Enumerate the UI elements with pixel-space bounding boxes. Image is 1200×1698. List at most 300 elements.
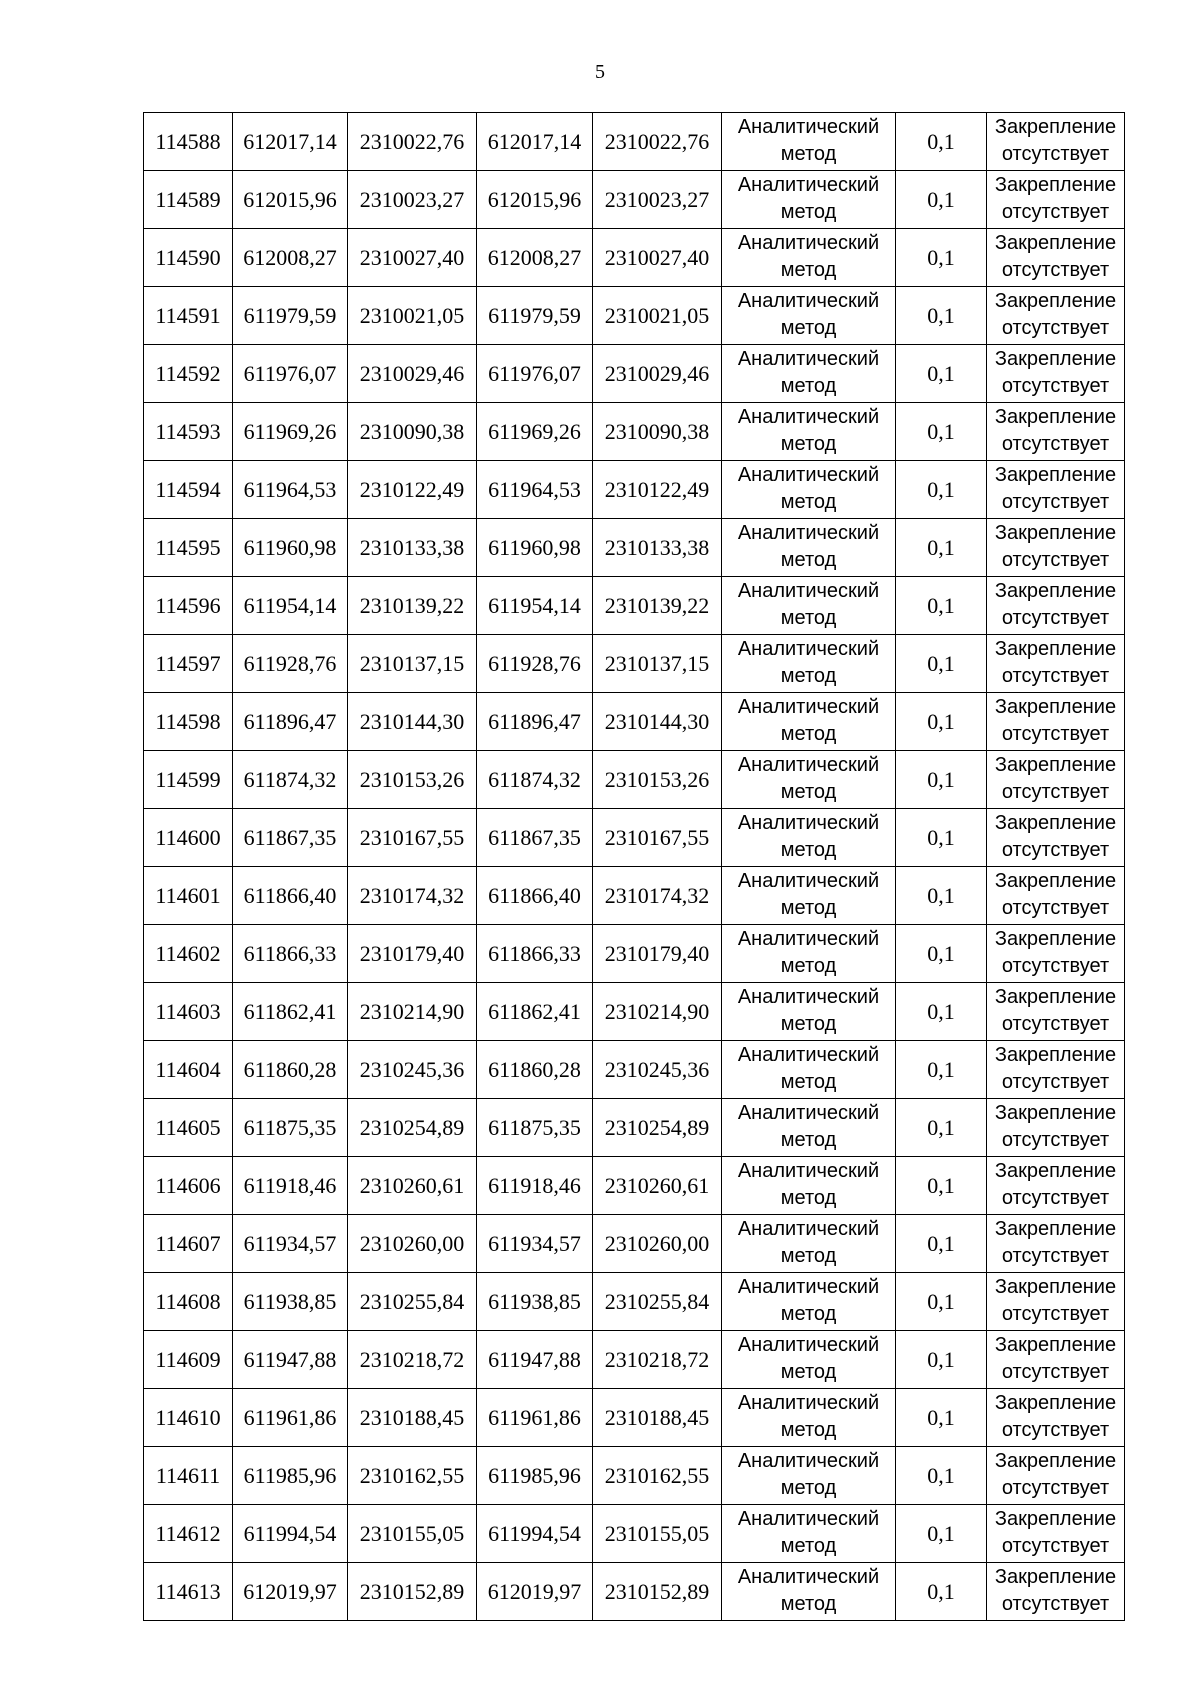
y-coordinate-cell: 2310179,40 xyxy=(593,925,722,983)
fixing-text: Закрепление xyxy=(994,232,1117,254)
fixing-text: отсутствует xyxy=(1001,839,1110,861)
x-coordinate-cell: 611954,14 xyxy=(477,577,593,635)
method-text: Аналитический xyxy=(737,1508,880,1530)
y-coordinate-cell: 2310214,90 xyxy=(348,983,477,1041)
method-cell xyxy=(722,1505,896,1563)
method-cell xyxy=(722,867,896,925)
fixing-text: отсутствует xyxy=(1001,143,1110,165)
method-text: метод xyxy=(780,1477,837,1499)
table-body xyxy=(144,113,1125,1621)
table-row xyxy=(144,345,1125,403)
method-cell xyxy=(722,693,896,751)
table-row xyxy=(144,171,1125,229)
x-coordinate-cell: 611938,85 xyxy=(233,1273,348,1331)
fixing-text: Закрепление xyxy=(994,1566,1117,1588)
fixing-cell xyxy=(987,1215,1125,1273)
accuracy-cell: 0,1 xyxy=(896,345,987,403)
y-coordinate-cell: 2310022,76 xyxy=(348,113,477,171)
y-coordinate-cell: 2310255,84 xyxy=(593,1273,722,1331)
y-coordinate-cell: 2310260,61 xyxy=(348,1157,477,1215)
fixing-text: Закрепление xyxy=(994,522,1117,544)
y-coordinate-cell: 2310188,45 xyxy=(593,1389,722,1447)
y-coordinate-cell: 2310260,00 xyxy=(593,1215,722,1273)
fixing-cell xyxy=(987,171,1125,229)
x-coordinate-cell: 611938,85 xyxy=(477,1273,593,1331)
point-number-cell: 114606 xyxy=(144,1157,233,1215)
fixing-text: Закрепление xyxy=(994,1392,1117,1414)
method-text: метод xyxy=(780,1361,837,1383)
y-coordinate-cell: 2310022,76 xyxy=(593,113,722,171)
fixing-text: отсутствует xyxy=(1001,781,1110,803)
accuracy-cell: 0,1 xyxy=(896,519,987,577)
y-coordinate-cell: 2310021,05 xyxy=(348,287,477,345)
x-coordinate-cell: 611918,46 xyxy=(477,1157,593,1215)
method-text: Аналитический xyxy=(737,290,880,312)
table-row xyxy=(144,519,1125,577)
point-number-cell: 114608 xyxy=(144,1273,233,1331)
x-coordinate-cell: 611860,28 xyxy=(477,1041,593,1099)
fixing-text: Закрепление xyxy=(994,696,1117,718)
method-text: Аналитический xyxy=(737,1450,880,1472)
fixing-text: отсутствует xyxy=(1001,549,1110,571)
fixing-text: Закрепление xyxy=(994,928,1117,950)
accuracy-cell: 0,1 xyxy=(896,693,987,751)
x-coordinate-cell: 611874,32 xyxy=(233,751,348,809)
method-text: метод xyxy=(780,1187,837,1209)
table-row xyxy=(144,1389,1125,1447)
fixing-text: отсутствует xyxy=(1001,1071,1110,1093)
y-coordinate-cell: 2310027,40 xyxy=(348,229,477,287)
y-coordinate-cell: 2310260,00 xyxy=(348,1215,477,1273)
y-coordinate-cell: 2310152,89 xyxy=(593,1563,722,1621)
method-text: метод xyxy=(780,723,837,745)
table-row xyxy=(144,983,1125,1041)
table-row xyxy=(144,403,1125,461)
accuracy-cell: 0,1 xyxy=(896,983,987,1041)
x-coordinate-cell: 611867,35 xyxy=(477,809,593,867)
fixing-text: Закрепление xyxy=(994,1334,1117,1356)
fixing-text: отсутствует xyxy=(1001,955,1110,977)
x-coordinate-cell: 611960,98 xyxy=(233,519,348,577)
x-coordinate-cell: 611866,40 xyxy=(233,867,348,925)
x-coordinate-cell: 612017,14 xyxy=(233,113,348,171)
accuracy-cell: 0,1 xyxy=(896,1389,987,1447)
x-coordinate-cell: 612015,96 xyxy=(477,171,593,229)
fixing-text: отсутствует xyxy=(1001,433,1110,455)
method-text: Аналитический xyxy=(737,1566,880,1588)
method-cell xyxy=(722,1331,896,1389)
fixing-text: отсутствует xyxy=(1001,1245,1110,1267)
fixing-cell xyxy=(987,403,1125,461)
fixing-text: отсутствует xyxy=(1001,317,1110,339)
method-text: Аналитический xyxy=(737,1102,880,1124)
x-coordinate-cell: 611961,86 xyxy=(233,1389,348,1447)
y-coordinate-cell: 2310260,61 xyxy=(593,1157,722,1215)
point-number-cell: 114594 xyxy=(144,461,233,519)
table-row xyxy=(144,1157,1125,1215)
fixing-text: Закрепление xyxy=(994,1160,1117,1182)
table-row xyxy=(144,1563,1125,1621)
method-cell xyxy=(722,229,896,287)
accuracy-cell: 0,1 xyxy=(896,809,987,867)
fixing-text: Закрепление xyxy=(994,754,1117,776)
y-coordinate-cell: 2310090,38 xyxy=(348,403,477,461)
accuracy-cell: 0,1 xyxy=(896,287,987,345)
method-text: Аналитический xyxy=(737,638,880,660)
accuracy-cell: 0,1 xyxy=(896,1331,987,1389)
point-number-cell: 114595 xyxy=(144,519,233,577)
table-row xyxy=(144,287,1125,345)
page-number: 5 xyxy=(595,61,605,83)
method-cell xyxy=(722,1041,896,1099)
x-coordinate-cell: 611874,32 xyxy=(477,751,593,809)
x-coordinate-cell: 611994,54 xyxy=(233,1505,348,1563)
x-coordinate-cell: 611985,96 xyxy=(233,1447,348,1505)
method-cell xyxy=(722,1215,896,1273)
fixing-text: отсутствует xyxy=(1001,1303,1110,1325)
method-text: Аналитический xyxy=(737,464,880,486)
accuracy-cell: 0,1 xyxy=(896,1273,987,1331)
fixing-cell xyxy=(987,1447,1125,1505)
point-number-cell: 114613 xyxy=(144,1563,233,1621)
point-number-cell: 114596 xyxy=(144,577,233,635)
point-number-cell: 114603 xyxy=(144,983,233,1041)
fixing-text: отсутствует xyxy=(1001,491,1110,513)
accuracy-cell: 0,1 xyxy=(896,1041,987,1099)
method-cell xyxy=(722,345,896,403)
fixing-cell xyxy=(987,1041,1125,1099)
x-coordinate-cell: 611875,35 xyxy=(477,1099,593,1157)
method-text: метод xyxy=(780,897,837,919)
fixing-text: отсутствует xyxy=(1001,375,1110,397)
y-coordinate-cell: 2310254,89 xyxy=(348,1099,477,1157)
method-cell xyxy=(722,577,896,635)
x-coordinate-cell: 611934,57 xyxy=(233,1215,348,1273)
table-row xyxy=(144,809,1125,867)
method-cell xyxy=(722,1563,896,1621)
y-coordinate-cell: 2310027,40 xyxy=(593,229,722,287)
fixing-text: отсутствует xyxy=(1001,897,1110,919)
method-text: метод xyxy=(780,1535,837,1557)
x-coordinate-cell: 611976,07 xyxy=(477,345,593,403)
method-text: Аналитический xyxy=(737,1218,880,1240)
y-coordinate-cell: 2310218,72 xyxy=(348,1331,477,1389)
y-coordinate-cell: 2310023,27 xyxy=(348,171,477,229)
method-cell xyxy=(722,403,896,461)
y-coordinate-cell: 2310153,26 xyxy=(593,751,722,809)
fixing-text: Закрепление xyxy=(994,464,1117,486)
x-coordinate-cell: 611976,07 xyxy=(233,345,348,403)
fixing-text: Закрепление xyxy=(994,406,1117,428)
y-coordinate-cell: 2310122,49 xyxy=(593,461,722,519)
point-number-cell: 114589 xyxy=(144,171,233,229)
method-text: Аналитический xyxy=(737,232,880,254)
method-text: метод xyxy=(780,1071,837,1093)
x-coordinate-cell: 611862,41 xyxy=(477,983,593,1041)
y-coordinate-cell: 2310133,38 xyxy=(348,519,477,577)
y-coordinate-cell: 2310139,22 xyxy=(593,577,722,635)
method-cell xyxy=(722,1447,896,1505)
method-cell xyxy=(722,983,896,1041)
x-coordinate-cell: 611928,76 xyxy=(477,635,593,693)
y-coordinate-cell: 2310245,36 xyxy=(593,1041,722,1099)
fixing-text: Закрепление xyxy=(994,638,1117,660)
accuracy-cell: 0,1 xyxy=(896,925,987,983)
y-coordinate-cell: 2310188,45 xyxy=(348,1389,477,1447)
method-text: Аналитический xyxy=(737,1334,880,1356)
y-coordinate-cell: 2310090,38 xyxy=(593,403,722,461)
y-coordinate-cell: 2310174,32 xyxy=(348,867,477,925)
method-cell xyxy=(722,1389,896,1447)
method-cell xyxy=(722,287,896,345)
method-text: метод xyxy=(780,1593,837,1615)
accuracy-cell: 0,1 xyxy=(896,1215,987,1273)
fixing-cell xyxy=(987,983,1125,1041)
fixing-cell xyxy=(987,1563,1125,1621)
x-coordinate-cell: 612019,97 xyxy=(233,1563,348,1621)
table-row xyxy=(144,1447,1125,1505)
coordinates-table xyxy=(143,112,1125,1621)
y-coordinate-cell: 2310167,55 xyxy=(593,809,722,867)
method-cell xyxy=(722,461,896,519)
method-text: Аналитический xyxy=(737,696,880,718)
method-text: метод xyxy=(780,839,837,861)
method-cell xyxy=(722,809,896,867)
point-number-cell: 114604 xyxy=(144,1041,233,1099)
y-coordinate-cell: 2310162,55 xyxy=(348,1447,477,1505)
y-coordinate-cell: 2310023,27 xyxy=(593,171,722,229)
point-number-cell: 114609 xyxy=(144,1331,233,1389)
fixing-text: отсутствует xyxy=(1001,1187,1110,1209)
table-row xyxy=(144,577,1125,635)
table-row xyxy=(144,867,1125,925)
fixing-text: Закрепление xyxy=(994,1044,1117,1066)
method-text: метод xyxy=(780,433,837,455)
point-number-cell: 114597 xyxy=(144,635,233,693)
accuracy-cell: 0,1 xyxy=(896,403,987,461)
fixing-cell xyxy=(987,113,1125,171)
fixing-cell xyxy=(987,1331,1125,1389)
fixing-cell xyxy=(987,229,1125,287)
accuracy-cell: 0,1 xyxy=(896,1563,987,1621)
fixing-text: Закрепление xyxy=(994,290,1117,312)
table-row xyxy=(144,461,1125,519)
fixing-text: отсутствует xyxy=(1001,1593,1110,1615)
table-row xyxy=(144,693,1125,751)
x-coordinate-cell: 611954,14 xyxy=(233,577,348,635)
fixing-cell xyxy=(987,1099,1125,1157)
x-coordinate-cell: 611985,96 xyxy=(477,1447,593,1505)
y-coordinate-cell: 2310133,38 xyxy=(593,519,722,577)
method-text: метод xyxy=(780,259,837,281)
fixing-cell xyxy=(987,635,1125,693)
method-text: Аналитический xyxy=(737,116,880,138)
method-text: метод xyxy=(780,491,837,513)
method-text: Аналитический xyxy=(737,928,880,950)
point-number-cell: 114599 xyxy=(144,751,233,809)
table-row xyxy=(144,635,1125,693)
x-coordinate-cell: 611934,57 xyxy=(477,1215,593,1273)
x-coordinate-cell: 612019,97 xyxy=(477,1563,593,1621)
method-text: метод xyxy=(780,1013,837,1035)
fixing-text: Закрепление xyxy=(994,986,1117,1008)
x-coordinate-cell: 611928,76 xyxy=(233,635,348,693)
x-coordinate-cell: 611964,53 xyxy=(477,461,593,519)
point-number-cell: 114602 xyxy=(144,925,233,983)
x-coordinate-cell: 611918,46 xyxy=(233,1157,348,1215)
y-coordinate-cell: 2310167,55 xyxy=(348,809,477,867)
method-cell xyxy=(722,751,896,809)
point-number-cell: 114593 xyxy=(144,403,233,461)
fixing-text: Закрепление xyxy=(994,580,1117,602)
table-row xyxy=(144,925,1125,983)
x-coordinate-cell: 611979,59 xyxy=(477,287,593,345)
x-coordinate-cell: 611896,47 xyxy=(233,693,348,751)
accuracy-cell: 0,1 xyxy=(896,577,987,635)
fixing-text: Закрепление xyxy=(994,1102,1117,1124)
x-coordinate-cell: 611960,98 xyxy=(477,519,593,577)
y-coordinate-cell: 2310029,46 xyxy=(593,345,722,403)
fixing-text: отсутствует xyxy=(1001,1129,1110,1151)
method-text: метод xyxy=(780,665,837,687)
accuracy-cell: 0,1 xyxy=(896,635,987,693)
fixing-text: отсутствует xyxy=(1001,723,1110,745)
method-text: метод xyxy=(780,781,837,803)
x-coordinate-cell: 611896,47 xyxy=(477,693,593,751)
method-text: Аналитический xyxy=(737,812,880,834)
x-coordinate-cell: 611860,28 xyxy=(233,1041,348,1099)
x-coordinate-cell: 612017,14 xyxy=(477,113,593,171)
accuracy-cell: 0,1 xyxy=(896,229,987,287)
method-text: метод xyxy=(780,1245,837,1267)
fixing-cell xyxy=(987,1389,1125,1447)
table-row xyxy=(144,1215,1125,1273)
method-cell xyxy=(722,171,896,229)
fixing-cell xyxy=(987,925,1125,983)
y-coordinate-cell: 2310155,05 xyxy=(348,1505,477,1563)
x-coordinate-cell: 611994,54 xyxy=(477,1505,593,1563)
fixing-text: Закрепление xyxy=(994,812,1117,834)
fixing-text: Закрепление xyxy=(994,1450,1117,1472)
method-text: Аналитический xyxy=(737,754,880,776)
fixing-text: Закрепление xyxy=(994,348,1117,370)
y-coordinate-cell: 2310179,40 xyxy=(348,925,477,983)
method-text: Аналитический xyxy=(737,1044,880,1066)
fixing-text: Закрепление xyxy=(994,1218,1117,1240)
method-text: Аналитический xyxy=(737,1276,880,1298)
x-coordinate-cell: 611875,35 xyxy=(233,1099,348,1157)
method-text: Аналитический xyxy=(737,870,880,892)
x-coordinate-cell: 611969,26 xyxy=(477,403,593,461)
method-cell xyxy=(722,635,896,693)
table-row xyxy=(144,1099,1125,1157)
fixing-text: отсутствует xyxy=(1001,1535,1110,1557)
y-coordinate-cell: 2310139,22 xyxy=(348,577,477,635)
method-cell xyxy=(722,1273,896,1331)
table-row xyxy=(144,1273,1125,1331)
method-text: метод xyxy=(780,201,837,223)
method-text: метод xyxy=(780,549,837,571)
fixing-text: отсутствует xyxy=(1001,259,1110,281)
method-cell xyxy=(722,1157,896,1215)
table-row xyxy=(144,1331,1125,1389)
fixing-text: Закрепление xyxy=(994,116,1117,138)
y-coordinate-cell: 2310214,90 xyxy=(593,983,722,1041)
x-coordinate-cell: 611964,53 xyxy=(233,461,348,519)
method-cell xyxy=(722,1099,896,1157)
fixing-text: Закрепление xyxy=(994,1276,1117,1298)
method-text: метод xyxy=(780,317,837,339)
point-number-cell: 114611 xyxy=(144,1447,233,1505)
table-row xyxy=(144,229,1125,287)
method-text: Аналитический xyxy=(737,174,880,196)
fixing-cell xyxy=(987,693,1125,751)
y-coordinate-cell: 2310245,36 xyxy=(348,1041,477,1099)
accuracy-cell: 0,1 xyxy=(896,171,987,229)
point-number-cell: 114590 xyxy=(144,229,233,287)
method-text: Аналитический xyxy=(737,1392,880,1414)
method-text: Аналитический xyxy=(737,580,880,602)
fixing-cell xyxy=(987,519,1125,577)
point-number-cell: 114612 xyxy=(144,1505,233,1563)
accuracy-cell: 0,1 xyxy=(896,1447,987,1505)
fixing-text: отсутствует xyxy=(1001,201,1110,223)
table-row xyxy=(144,113,1125,171)
accuracy-cell: 0,1 xyxy=(896,1505,987,1563)
accuracy-cell: 0,1 xyxy=(896,867,987,925)
point-number-cell: 114601 xyxy=(144,867,233,925)
y-coordinate-cell: 2310255,84 xyxy=(348,1273,477,1331)
point-number-cell: 114607 xyxy=(144,1215,233,1273)
point-number-cell: 114610 xyxy=(144,1389,233,1447)
y-coordinate-cell: 2310137,15 xyxy=(348,635,477,693)
fixing-cell xyxy=(987,461,1125,519)
table-row xyxy=(144,751,1125,809)
accuracy-cell: 0,1 xyxy=(896,751,987,809)
method-text: метод xyxy=(780,1129,837,1151)
point-number-cell: 114592 xyxy=(144,345,233,403)
fixing-cell xyxy=(987,809,1125,867)
table-row xyxy=(144,1505,1125,1563)
x-coordinate-cell: 611867,35 xyxy=(233,809,348,867)
method-cell xyxy=(722,925,896,983)
accuracy-cell: 0,1 xyxy=(896,1157,987,1215)
x-coordinate-cell: 612015,96 xyxy=(233,171,348,229)
y-coordinate-cell: 2310144,30 xyxy=(593,693,722,751)
x-coordinate-cell: 611947,88 xyxy=(233,1331,348,1389)
fixing-text: Закрепление xyxy=(994,1508,1117,1530)
y-coordinate-cell: 2310174,32 xyxy=(593,867,722,925)
x-coordinate-cell: 612008,27 xyxy=(233,229,348,287)
point-number-cell: 114600 xyxy=(144,809,233,867)
y-coordinate-cell: 2310021,05 xyxy=(593,287,722,345)
method-text: метод xyxy=(780,375,837,397)
x-coordinate-cell: 611979,59 xyxy=(233,287,348,345)
method-text: метод xyxy=(780,1419,837,1441)
y-coordinate-cell: 2310254,89 xyxy=(593,1099,722,1157)
y-coordinate-cell: 2310122,49 xyxy=(348,461,477,519)
x-coordinate-cell: 612008,27 xyxy=(477,229,593,287)
y-coordinate-cell: 2310144,30 xyxy=(348,693,477,751)
fixing-text: Закрепление xyxy=(994,174,1117,196)
method-text: Аналитический xyxy=(737,406,880,428)
fixing-text: отсутствует xyxy=(1001,1419,1110,1441)
method-text: Аналитический xyxy=(737,348,880,370)
fixing-text: отсутствует xyxy=(1001,665,1110,687)
method-cell xyxy=(722,519,896,577)
x-coordinate-cell: 611947,88 xyxy=(477,1331,593,1389)
x-coordinate-cell: 611866,33 xyxy=(477,925,593,983)
